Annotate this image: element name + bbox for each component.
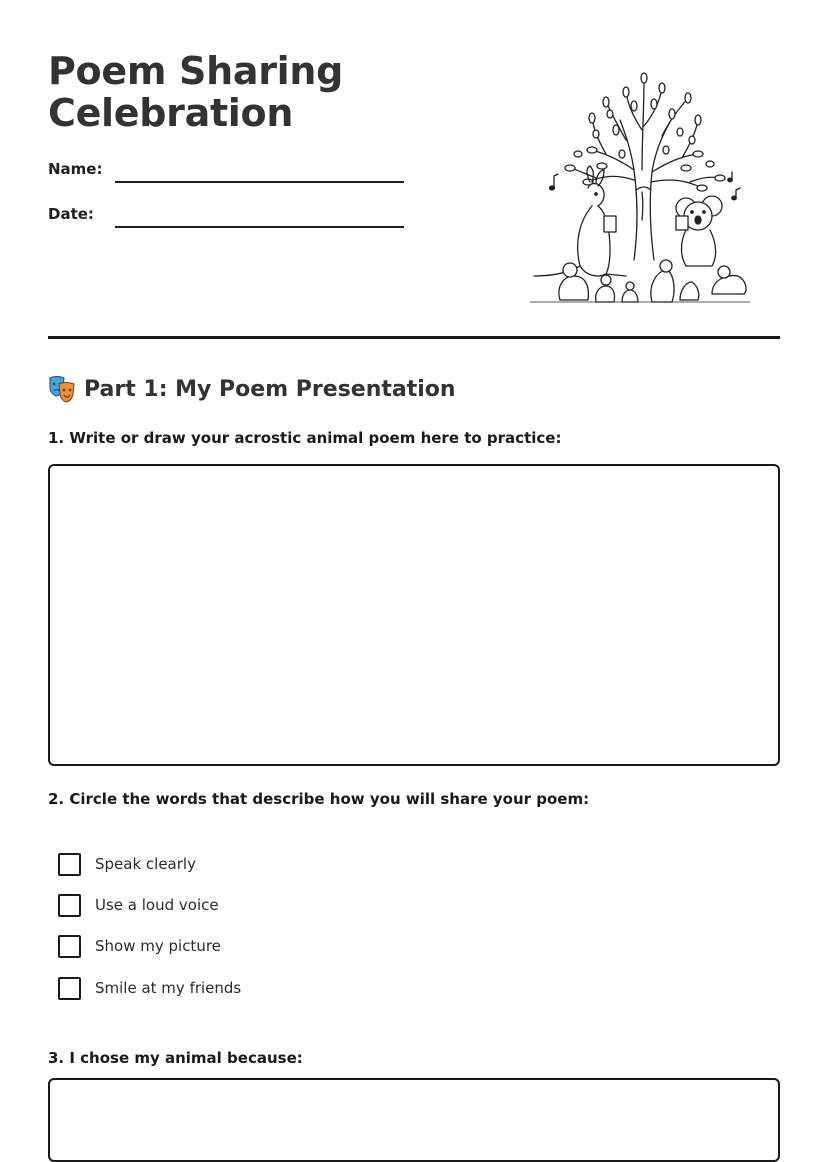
theater-masks-icon [48, 375, 76, 403]
title-line-1: Poem Sharing [48, 49, 344, 93]
animal-reason-answer-box[interactable] [48, 1078, 780, 1162]
date-line[interactable] [115, 226, 404, 228]
part1-heading [48, 373, 456, 405]
question-3: 3. I chose my animal because: [48, 1049, 303, 1067]
option-label: Show my picture [95, 937, 221, 955]
date-field[interactable] [48, 205, 404, 235]
question-1: 1. Write or draw your acrostic animal poem here to practice: [48, 429, 562, 447]
question-2: 2. Circle the words that describe how you will share your poem: [48, 790, 590, 808]
option-label: Smile at my friends [95, 979, 242, 997]
option-speak-clearly[interactable] [58, 852, 196, 876]
checkbox[interactable] [58, 853, 81, 876]
checkbox[interactable] [58, 894, 81, 917]
option-loud-voice[interactable] [58, 893, 219, 917]
title-line-2: Celebration [48, 91, 294, 135]
name-line[interactable] [115, 181, 404, 183]
checkbox[interactable] [58, 935, 81, 958]
worksheet-page [48, 0, 780, 1118]
name-label: Name: [48, 160, 103, 178]
date-label: Date: [48, 205, 94, 223]
option-show-picture[interactable] [58, 934, 221, 958]
poem-answer-box[interactable] [48, 464, 780, 766]
option-label: Use a loud voice [95, 896, 219, 914]
part1-heading-text: Part 1: My Poem Presentation [84, 376, 456, 402]
option-smile-friends[interactable] [58, 976, 241, 1000]
page-title [48, 50, 343, 134]
storytime-tree-animals-illustration [530, 70, 752, 308]
checkbox[interactable] [58, 977, 81, 1000]
header-divider [48, 336, 780, 339]
option-label: Speak clearly [95, 855, 196, 873]
name-field[interactable] [48, 160, 404, 190]
